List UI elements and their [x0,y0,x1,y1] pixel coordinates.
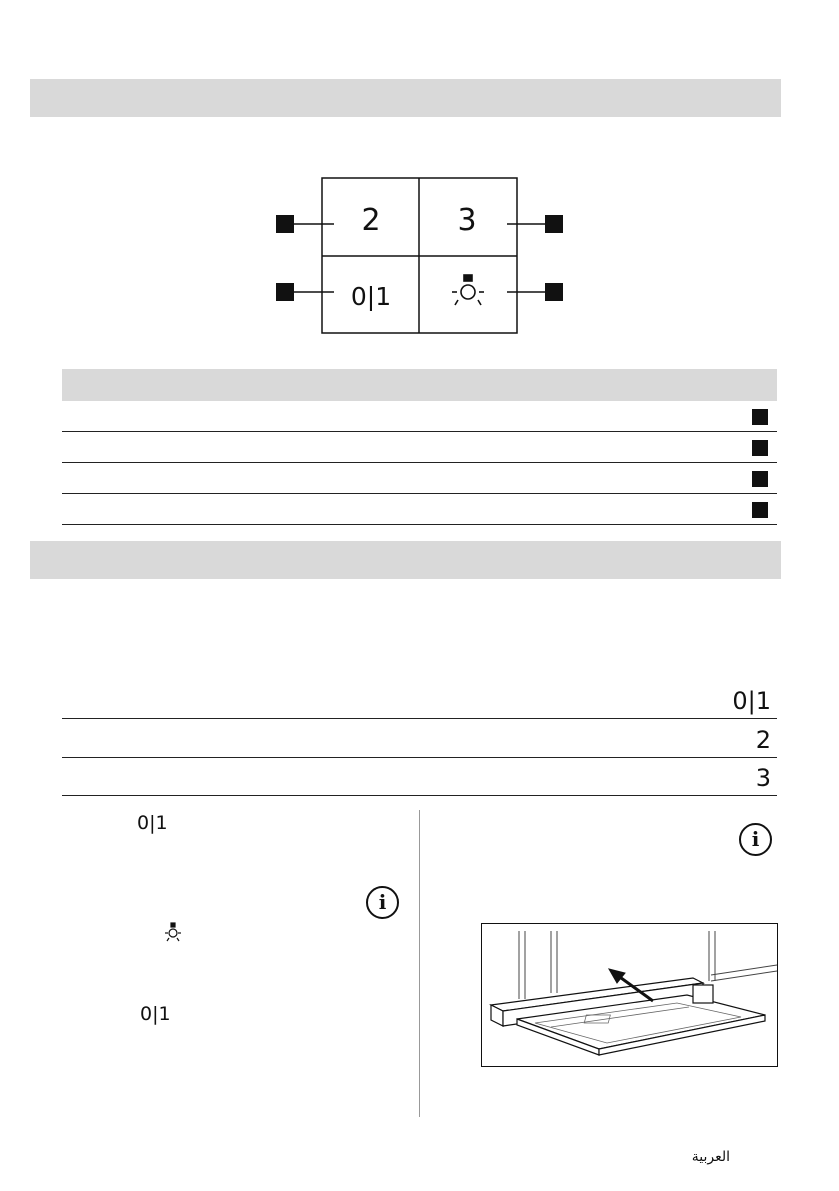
language-label: العربية [691,1149,730,1165]
callout-marker [752,471,768,487]
table-header [62,369,777,401]
speed-3-symbol: 3 [755,764,771,792]
info-icon: i [366,886,399,919]
light-bulb-icon [163,922,183,944]
callout-marker [752,440,768,456]
callout-marker [752,502,768,518]
callout-marker [276,283,294,301]
table-row [62,757,777,796]
column-divider [419,810,420,1117]
on-off-button[interactable]: 0|1 [350,282,392,311]
speed-2-symbol: 2 [755,726,771,754]
table-row [62,680,777,719]
light-bulb-icon[interactable] [452,275,484,305]
callout-marker [545,283,563,301]
callout-marker [545,215,563,233]
section-header-bar-2 [30,541,781,579]
table-row [62,463,777,494]
hood-pull-out-illustration [481,923,778,1067]
on-off-symbol: 0|1 [732,687,771,715]
speed-3-button[interactable]: 3 [457,203,477,238]
table-row [62,494,777,525]
info-icon: i [739,823,772,856]
on-off-symbol: 0|1 [140,1003,171,1025]
table-row [62,432,777,463]
on-off-symbol: 0|1 [137,812,168,834]
table-row [62,401,777,432]
callout-marker [276,215,294,233]
speed-2-button[interactable]: 2 [361,203,381,238]
callout-marker [752,409,768,425]
table-row [62,719,777,758]
control-panel-diagram [0,0,839,360]
